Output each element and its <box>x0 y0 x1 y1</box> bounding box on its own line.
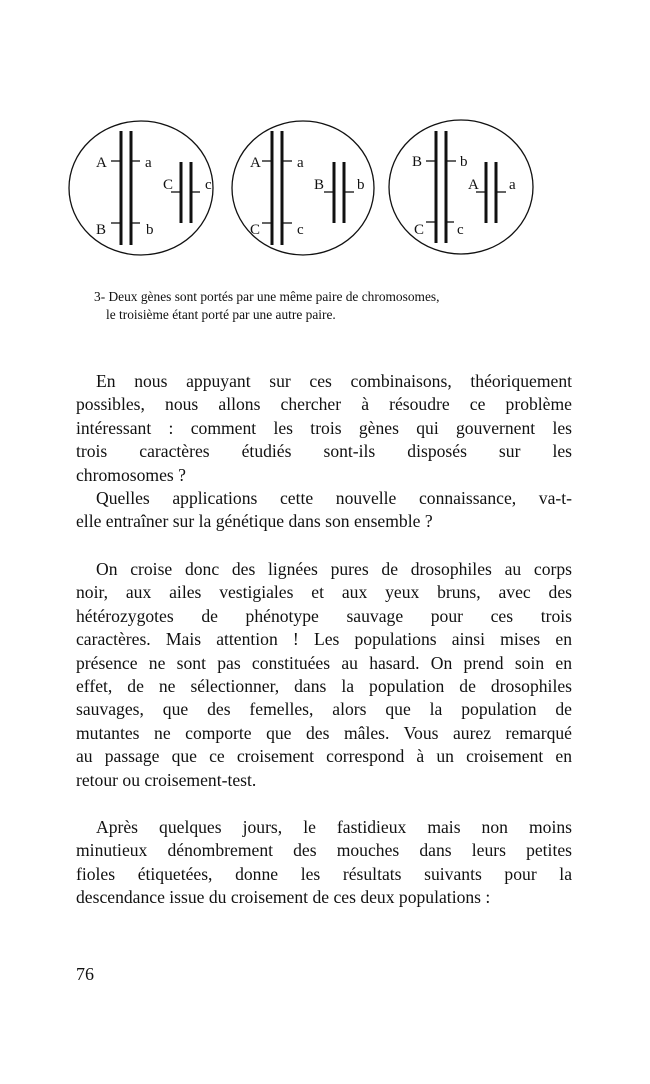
text-line: elle entraîner sur la génétique dans son ensemble ? <box>76 511 433 532</box>
text-line: minutieux dénombrement des mouches dans leurs petites <box>76 840 572 861</box>
text-line: noir, aux ailes vestigiales et aux yeux bruns, avec des <box>76 582 572 603</box>
allele-label: B <box>412 154 423 170</box>
text-line: fioles étiquetées, donne les résultats suivants pour la <box>76 863 572 884</box>
allele-label: C <box>250 222 261 238</box>
allele-label: b <box>146 222 154 238</box>
cell-circle-3 <box>389 120 533 254</box>
page-number: 76 <box>76 964 94 984</box>
allele-label: b <box>460 154 468 170</box>
text-line: retour ou croisement-test. <box>76 769 257 790</box>
caption-line-2: le troisième étant porté par une autre paire. <box>106 307 336 322</box>
figure-caption <box>94 288 554 324</box>
text-line: descendance issue du croisement de ces deux populations : <box>76 887 491 908</box>
cell-circle-1 <box>69 121 213 255</box>
text-line: sauvages, que des femelles, alors que la population de <box>76 699 572 720</box>
paragraph-2 <box>76 487 572 534</box>
allele-label: a <box>145 155 152 171</box>
text-line: intéressant : comment les trois gènes qui gouvernent les <box>76 417 572 438</box>
allele-label: a <box>297 155 304 171</box>
text-line: On croise donc des lignées pures de drosophiles au corps <box>96 559 572 579</box>
allele-label: A <box>468 177 479 193</box>
allele-label: C <box>414 222 425 238</box>
text-line: effet, de ne sélectionner, dans la population de drosophiles <box>76 675 572 696</box>
allele-label: c <box>457 222 464 238</box>
chromosome-diagram <box>0 0 650 280</box>
allele-label: B <box>314 177 325 193</box>
allele-label: A <box>96 155 107 171</box>
caption-line-1: 3- Deux gènes sont portés par une même paire de chromosomes, <box>94 289 440 304</box>
allele-label: A <box>250 155 261 171</box>
paragraph-3 <box>76 558 572 792</box>
text-line: au passage que ce croisement correspond à un croisement en <box>76 746 572 767</box>
text-line: chromosomes ? <box>76 464 186 485</box>
cell-circle-2 <box>232 121 374 255</box>
text-line: caractères. Mais attention ! Les populations ainsi mises en <box>76 629 572 650</box>
text-line: trois caractères étudiés sont-ils disposés sur les <box>76 441 572 462</box>
allele-label: a <box>509 177 516 193</box>
text-line: Quelles applications cette nouvelle connaissance, va-t- <box>96 488 572 508</box>
text-line: En nous appuyant sur ces combinaisons, théoriquement <box>96 371 572 391</box>
allele-label: c <box>297 222 304 238</box>
text-line: mutantes ne comporte que des mâles. Vous aurez remarqué <box>76 722 572 743</box>
allele-label: B <box>96 222 107 238</box>
allele-label: c <box>205 177 212 193</box>
paragraph-4 <box>76 816 572 910</box>
allele-label: C <box>163 177 174 193</box>
allele-label: b <box>357 177 365 193</box>
text-line: hétérozygotes de phénotype sauvage pour ces trois <box>76 605 572 626</box>
text-line: Après quelques jours, le fastidieux mais non moins <box>96 817 572 837</box>
text-line: possibles, nous allons chercher à résoudre ce problème <box>76 394 572 415</box>
paragraph-1 <box>76 370 572 487</box>
text-line: présence ne sont pas constituées au hasard. On prend soin en <box>76 652 572 673</box>
